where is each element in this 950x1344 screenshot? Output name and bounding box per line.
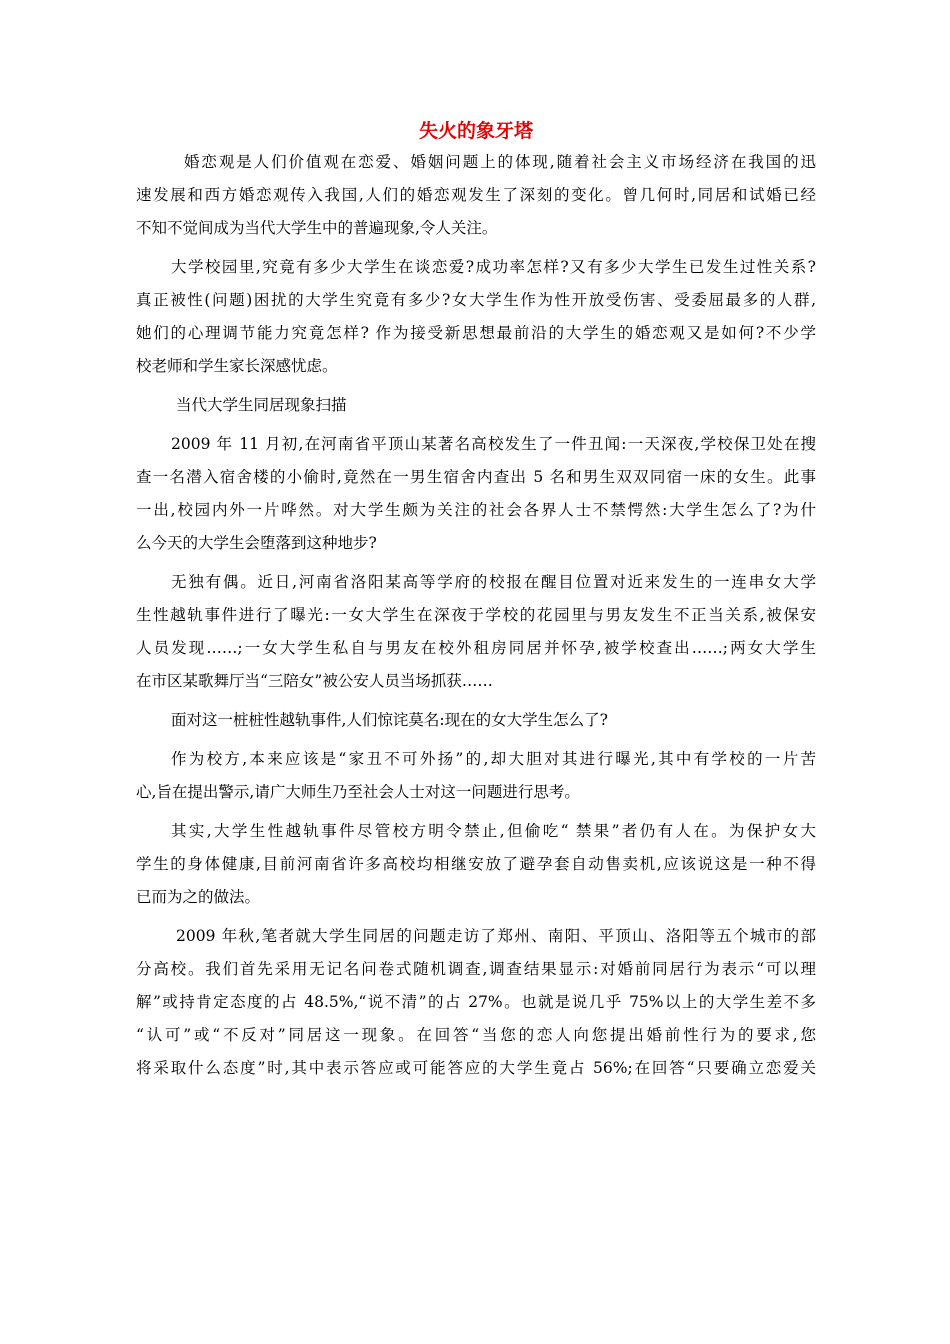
text-line: 一出,校园内外一片哗然。对大学生颇为关注的社会各界人士不禁愕然:大学生怎么了?为什 — [136, 501, 816, 519]
document-title: 失火的象牙塔 — [418, 120, 533, 142]
text-line: 当代大学生同居现象扫描 — [176, 396, 347, 414]
text-line: 2009 年秋,笔者就大学生同居的问题走访了郑州、南阳、平顶山、洛阳等五个城市的部 — [176, 927, 816, 945]
text-line: 校老师和学生家长深感忧虑。 — [136, 357, 338, 375]
text-line: 么今天的大学生会堕落到这种地步? — [136, 534, 377, 552]
text-line: 真正被性(问题)困扰的大学生究竟有多少?女大学生作为性开放受伤害、受委屈最多的人群, — [136, 291, 816, 309]
text-line: 无独有偶。近日,河南省洛阳某高等学府的校报在醒目位置对近来发生的一连串女大学 — [171, 573, 816, 591]
paragraph-8 — [136, 920, 816, 1085]
text-line: 生性越轨事件进行了曝光:一女大学生在深夜于学校的花园里与男友发生不正当关系,被保安 — [136, 606, 816, 624]
text-line: 婚恋观是人们价值观在恋爱、婚姻问题上的体现,随着社会主义市场经济在我国的迅 — [184, 153, 816, 171]
text-line: 不知不觉间成为当代大学生中的普遍现象,令人关注。 — [136, 219, 498, 237]
paragraph-6 — [136, 743, 816, 809]
text-line: 作为校方,本来应该是“家丑不可外扬”的,却大胆对其进行曝光,其中有学校的一片苦 — [171, 750, 816, 768]
document-page — [136, 118, 816, 1091]
text-line: 人员发现……;一女大学生私自与男友在校外租房同居并怀孕,被学校查出……;两女大学生 — [136, 639, 816, 657]
paragraph-3 — [136, 428, 816, 560]
text-line: 将采取什么态度”时,其中表示答应或可能答应的大学生竟占 56%;在回答“只要确立恋爱关 — [136, 1059, 816, 1077]
text-line: 面对这一桩桩性越轨事件,人们惊诧莫名:现在的女大学生怎么了? — [171, 711, 608, 729]
section-heading — [136, 389, 816, 422]
paragraph-2 — [136, 251, 816, 383]
text-line: 2009 年 11 月初,在河南省平顶山某著名高校发生了一件丑闻:一天深夜,学校保卫处在搜 — [171, 435, 816, 453]
text-line: 其实,大学生性越轨事件尽管校方明令禁止,但偷吃“ 禁果”者仍有人在。为保护女大 — [171, 822, 816, 840]
text-line: 大学校园里,究竟有多少大学生在谈恋爱?成功率怎样?又有多少大学生已发生过性关系? — [171, 258, 816, 276]
text-line: 她们的心理调节能力究竟怎样? 作为接受新思想最前沿的大学生的婚恋观又是如何?不少学 — [136, 324, 816, 342]
text-line: “认可”或“不反对”同居这一现象。在回答“当您的恋人向您提出婚前性行为的要求,您 — [136, 1026, 816, 1044]
text-line: 学生的身体健康,目前河南省许多高校均相继安放了避孕套自动售卖机,应该说这是一种不得 — [136, 855, 816, 873]
text-line: 已而为之的做法。 — [136, 888, 261, 906]
paragraph-7 — [136, 815, 816, 914]
paragraph-5 — [136, 704, 816, 737]
text-line: 查一名潜入宿舍楼的小偷时,竟然在一男生宿舍内查出 5 名和男生双双同宿一床的女生。此事 — [136, 468, 816, 486]
text-line: 在市区某歌舞厅当“三陪女”被公安人员当场抓获…… — [136, 672, 493, 690]
text-line: 心,旨在提出警示,请广大师生乃至社会人士对这一问题进行思考。 — [136, 783, 580, 801]
text-line: 解”或持肯定态度的占 48.5%,“说不清”的占 27%。也就是说几乎 75%以上的大学生差不多 — [136, 993, 816, 1011]
paragraph-4 — [136, 566, 816, 698]
text-line: 分高校。我们首先采用无记名问卷式随机调查,调查结果显示:对婚前同居行为表示“可以理 — [136, 960, 816, 978]
paragraph-1 — [136, 146, 816, 245]
text-line: 速发展和西方婚恋观传入我国,人们的婚恋观发生了深刻的变化。曾几何时,同居和试婚已经 — [136, 186, 816, 204]
